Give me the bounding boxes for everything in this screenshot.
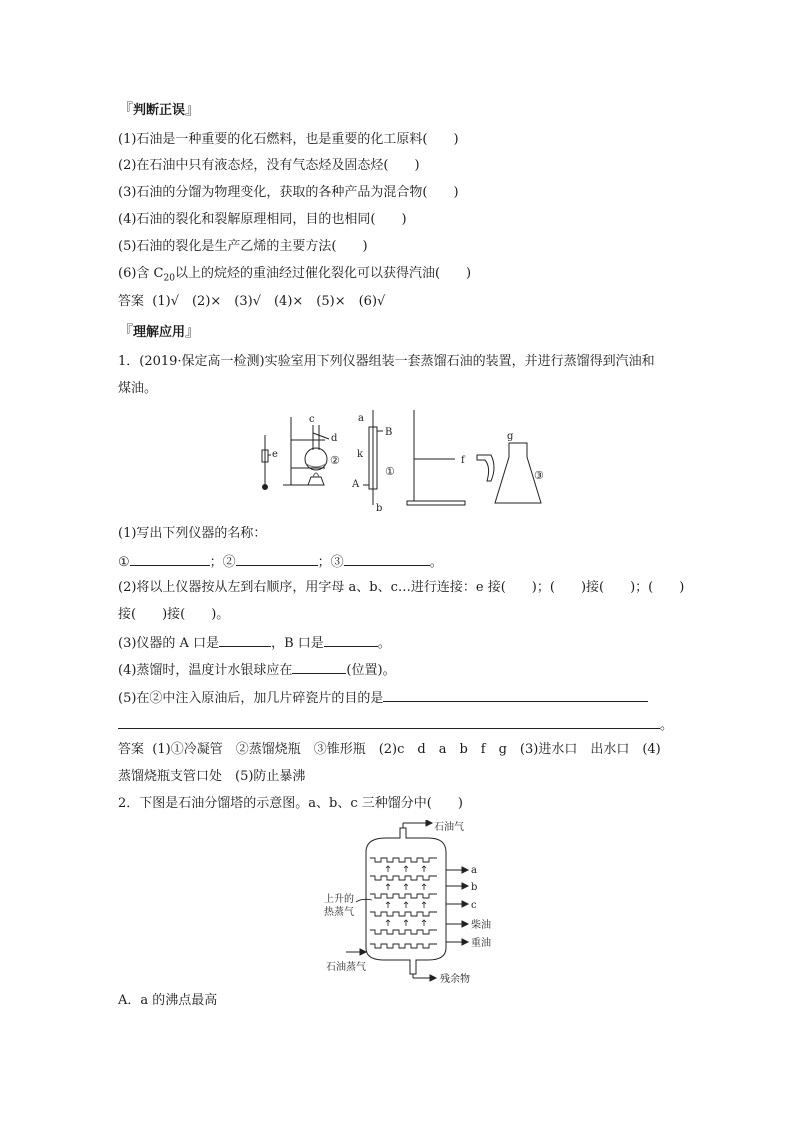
judge-item-2: (2)在石油中只有液态烃，没有气态烃及固态烃( ) bbox=[118, 158, 420, 173]
tower-label-top: 石油气 bbox=[434, 822, 464, 833]
q1-part5-line2 bbox=[118, 715, 673, 735]
q1-part4 bbox=[118, 660, 396, 680]
blank-position[interactable] bbox=[292, 660, 346, 674]
judge-item-6 bbox=[118, 265, 471, 288]
tower-label-a: a bbox=[471, 865, 477, 876]
figure-label-B: B bbox=[385, 427, 393, 438]
q1-answer-line1 bbox=[118, 741, 661, 759]
judge-answer-label: 答案 bbox=[118, 294, 145, 309]
judge-item-6-sub: 20 bbox=[163, 273, 175, 284]
blank-2-label: ；② bbox=[209, 555, 236, 570]
judge-item-6-b: 以上的烷烃的重油经过催化裂化可以获得汽油( ) bbox=[174, 266, 472, 281]
figure-label-d: d bbox=[331, 433, 338, 444]
q1-part2-line2: 接( )接( )。 bbox=[118, 607, 230, 622]
q1-part3-end: 。 bbox=[377, 636, 391, 651]
tower-trays bbox=[370, 858, 437, 948]
q2-option-a: A．a 的沸点最高 bbox=[118, 993, 218, 1008]
figure-label-2: ② bbox=[330, 454, 340, 467]
figure-label-e: e bbox=[272, 449, 278, 460]
figure-label-3: ③ bbox=[534, 469, 544, 482]
tower-label-b: b bbox=[471, 882, 478, 893]
judge-answer-text: (1)√ (2)× (3)√ (4)× (5)× (6)√ bbox=[152, 294, 386, 309]
q1-part2-line1: (2)将以上仪器按从左到右顺序，用字母 a、b、c…进行连接：e 接( )；( )接( )；( ) bbox=[118, 580, 685, 595]
q1-answer-label: 答案 bbox=[118, 742, 145, 757]
figure-label-1: ① bbox=[385, 465, 395, 478]
rising-vapor-arrows bbox=[386, 866, 426, 926]
q1-part5-text: (5)在②中注入原油后，加几片碎瓷片的目的是 bbox=[118, 691, 384, 706]
q1-stem-line1: 1．(2019·保定高一检测)实验室用下列仪器组装一套蒸馏石油的装置，并进行蒸馏得到汽油和 bbox=[118, 354, 655, 369]
judge-item-5: (5)石油的裂化是生产乙烯的主要方法( ) bbox=[118, 239, 368, 254]
q1-part1-blanks bbox=[118, 552, 443, 572]
tower-label-diesel: 柴油 bbox=[471, 920, 491, 931]
condenser bbox=[363, 410, 383, 505]
tower-label-rising-2: 热蒸气 bbox=[324, 907, 354, 918]
blank-3[interactable] bbox=[344, 552, 430, 566]
figure-label-k: k bbox=[357, 449, 364, 460]
q1-answer-text-1: (1)①冷凝管 ②蒸馏烧瓶 ③锥形瓶 (2)c d a b f g (3)进水口 出水口 (4) bbox=[152, 742, 661, 757]
figure-label-c: c bbox=[309, 414, 315, 425]
blank-A-port[interactable] bbox=[219, 633, 271, 647]
figure-label-f: f bbox=[461, 455, 465, 466]
q1-answer-line2: 蒸馏烧瓶支管口处 (5)防止暴沸 bbox=[118, 769, 306, 784]
q1-part5 bbox=[118, 688, 648, 708]
tower-label-feed: 石油蒸气 bbox=[326, 962, 366, 973]
section-title-judge-text: 判断正误 bbox=[133, 103, 186, 118]
blank-B-port[interactable] bbox=[324, 633, 378, 647]
tower-column bbox=[366, 828, 446, 974]
blank-3-end: 。 bbox=[429, 555, 443, 570]
distillation-apparatus-figure bbox=[245, 405, 565, 515]
blank-purpose-2[interactable] bbox=[118, 715, 660, 729]
q1-part3 bbox=[118, 633, 391, 653]
q1-part3-b: ，B 口是 bbox=[271, 636, 324, 651]
tower-label-c: c bbox=[471, 900, 477, 911]
thermometer bbox=[262, 435, 271, 490]
judge-item-1: (1)石油是一种重要的化石燃料，也是重要的化工原料( ) bbox=[118, 132, 459, 147]
figure-label-g: g bbox=[507, 431, 514, 442]
q1-part4-a: (4)蒸馏时，温度计水银球应在 bbox=[118, 663, 293, 678]
q1-part3-a: (3)仪器的 A 口是 bbox=[118, 636, 220, 651]
judge-item-6-a: (6)含 C bbox=[118, 266, 164, 281]
q1-stem-line2: 煤油。 bbox=[118, 381, 158, 396]
section-title-judge: 『判断正误』 bbox=[118, 100, 201, 118]
blank-2[interactable] bbox=[236, 552, 318, 566]
figure-label-A: A bbox=[352, 479, 360, 490]
section-title-apply: 『理解应用』 bbox=[118, 322, 201, 340]
q2-stem: 2．下图是石油分馏塔的示意图。a、b、c 三种馏分中( ) bbox=[118, 796, 463, 811]
judge-item-4: (4)石油的裂化和裂解原理相同，目的也相同( ) bbox=[118, 212, 407, 227]
stand-with-adapter bbox=[407, 410, 494, 505]
tower-label-heavy: 重油 bbox=[471, 938, 491, 949]
blank-purpose-1[interactable] bbox=[383, 688, 648, 702]
tower-label-residue: 残余物 bbox=[440, 974, 470, 985]
q1-part1: (1)写出下列仪器的名称： bbox=[118, 526, 267, 541]
figure-label-a: a bbox=[358, 413, 364, 424]
tower-label-rising-1: 上升的 bbox=[324, 894, 354, 905]
judge-answer bbox=[118, 293, 385, 311]
fractionating-tower-figure bbox=[318, 820, 498, 990]
figure-label-b: b bbox=[376, 503, 383, 514]
judge-item-3: (3)石油的分馏为物理变化，获取的各种产品为混合物( ) bbox=[118, 185, 459, 200]
section-title-apply-text: 理解应用 bbox=[133, 325, 186, 340]
q1-part4-b: (位置)。 bbox=[346, 663, 396, 678]
stand-with-distilling-flask bbox=[283, 417, 329, 485]
side-outlets bbox=[446, 867, 468, 945]
blank-3-label: ；③ bbox=[317, 555, 344, 570]
blank-1-label: ① bbox=[118, 555, 130, 570]
q1-part5-end: 。 bbox=[660, 718, 674, 733]
blank-1[interactable] bbox=[130, 552, 210, 566]
